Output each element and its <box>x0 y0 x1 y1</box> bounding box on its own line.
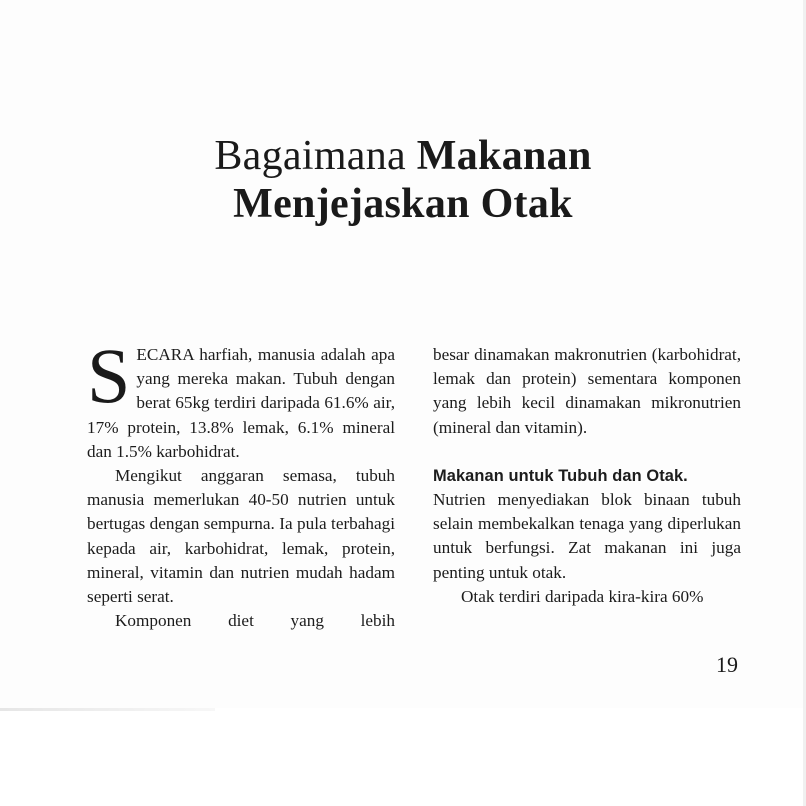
left-paragraph-1-text: ECARA harfiah, manusia adalah apa yang mereka makan. Tubuh dengan berat 65kg terdiri daripada 61.6% air, 17% protein, 13.8% lemak, 6.1% mineral dan 1.5% karbohidrat. <box>87 345 395 461</box>
section-subheading: Makanan untuk Tubuh dan Otak. <box>433 466 688 485</box>
chapter-title <box>60 132 746 228</box>
section-gap <box>433 440 741 464</box>
title-word-bagaimana: Bagaimana <box>214 133 406 179</box>
right-column <box>433 343 741 609</box>
left-paragraph-2: Mengikut anggaran semasa, tubuh manusia memerlukan 40-50 nutrien untuk bertugas dengan sempurna. Ia pula terbahagi kepada air, karbohidrat, lemak, protein, mineral, vitamin dan nutrien mudah hadam seperti serat. <box>87 466 395 607</box>
drop-cap: S <box>87 332 131 419</box>
right-paragraph-3: Otak terdiri daripada kira-kira 60% <box>461 586 704 606</box>
page-number: 19 <box>716 652 738 677</box>
title-word-makanan: Makanan <box>416 133 592 179</box>
left-column <box>87 332 395 633</box>
left-paragraph-1 <box>87 332 395 464</box>
right-paragraph-2: Nutrien menyediakan blok binaan tubuh selain membekalkan tenaga yang diperlukan untuk berfungsi. Zat makanan ini juga penting untuk otak. <box>433 490 741 582</box>
page-edge-shadow <box>0 708 215 711</box>
left-paragraph-3: Komponen diet yang lebih <box>115 611 395 631</box>
right-paragraph-1: besar dinamakan makronutrien (karbohidrat, lemak dan protein) sementara komponen yang lebih kecil dinamakan mikronutrien (mineral dan vitamin). <box>433 345 741 437</box>
title-line-2: Menjejaskan Otak <box>233 181 573 227</box>
